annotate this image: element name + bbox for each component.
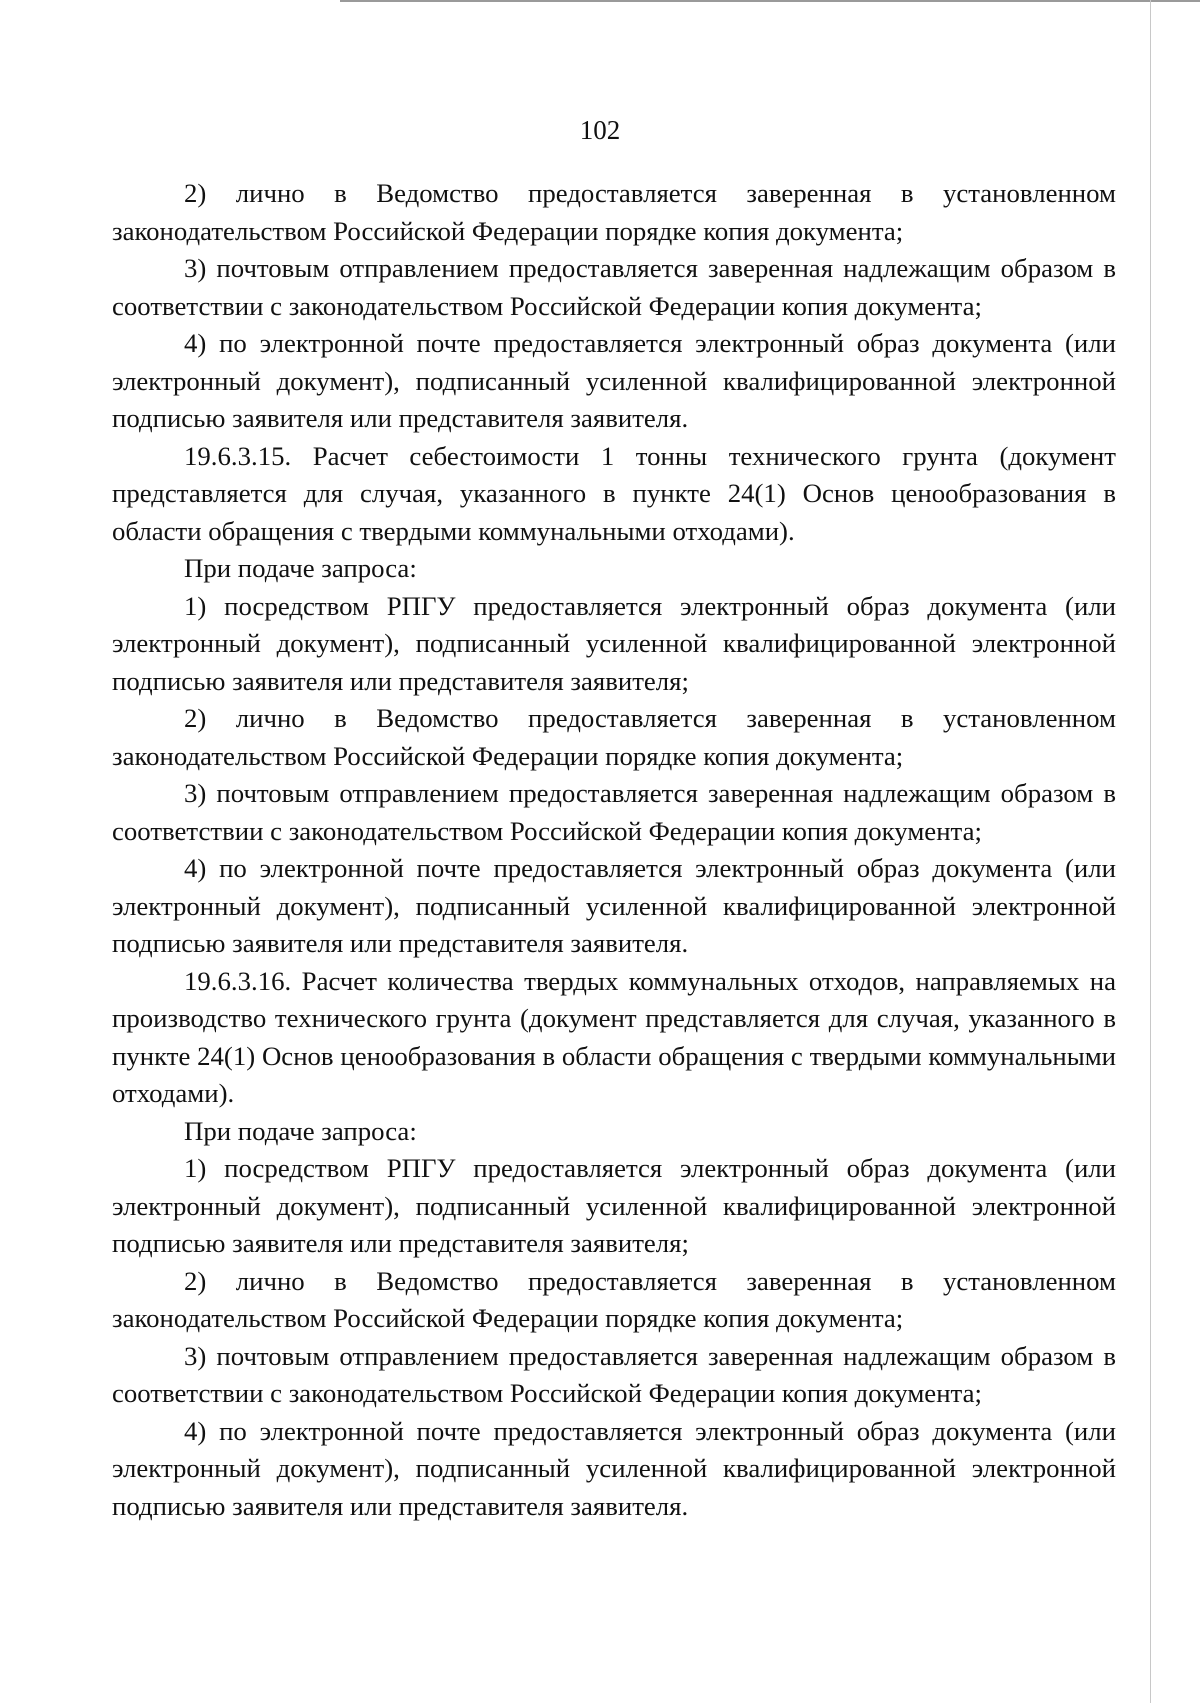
paragraph-item-1-via-rpgu: 1) посредством РПГУ предоставляется электронный образ документа (или электронный документ), подписанный усиленной квалифицированной электронной подписью заявителя или представителя заявителя; [112, 590, 1116, 696]
scan-edge-top-line [340, 0, 1200, 2]
paragraph-section-19-6-3-15: 19.6.3.15. Расчет себестоимости 1 тонны технического грунта (документ представляется для случая, указанного в пункте 24(1) Основ ценообразования в области обращения с твердыми коммунальными отходами). [112, 440, 1116, 546]
page-number: 102 [579, 115, 621, 145]
paragraph-item-3-by-mail: 3) почтовым отправлением предоставляется заверенная надлежащим образом в соответствии с законодательством Российской Федерации копия документа; [112, 1340, 1116, 1408]
paragraph-item-2-in-person: 2) лично в Ведомство предоставляется заверенная в установленном законодательством Российской Федерации порядке копия документа; [112, 178, 1116, 246]
paragraph-item-4-by-email: 4) по электронной почте предоставляется электронный образ документа (или электронный документ), подписанный усиленной квалифицированной электронной подписью заявителя или представителя заявителя. [112, 328, 1116, 433]
paragraph-item-2-in-person: 2) лично в Ведомство предоставляется заверенная в установленном законодательством Российской Федерации порядке копия документа; [112, 703, 1116, 771]
paragraph-item-3-by-mail: 3) почтовым отправлением предоставляется заверенная надлежащим образом в соответствии с законодательством Российской Федерации копия документа; [112, 778, 1116, 846]
paragraph-request-intro: При подаче запроса: [184, 1115, 417, 1146]
scan-edge-right-line [1150, 0, 1151, 1703]
paragraph-section-19-6-3-16: 19.6.3.16. Расчет количества твердых коммунальных отходов, направляемых на производство технического грунта (документ представляется для случая, указанного в пункте 24(1) Основ ценообразования в области обращения с твердыми коммунальными отходами). [112, 965, 1116, 1108]
paragraph-item-1-via-rpgu: 1) посредством РПГУ предоставляется электронный образ документа (или электронный документ), подписанный усиленной квалифицированной электронной подписью заявителя или представителя заявителя; [112, 1153, 1116, 1258]
paragraph-item-3-by-mail: 3) почтовым отправлением предоставляется заверенная надлежащим образом в соответствии с законодательством Российской Федерации копия документа; [112, 253, 1116, 321]
paragraph-request-intro: При подаче запроса: [184, 553, 417, 583]
document-body [112, 175, 1116, 1525]
paragraph-item-4-by-email: 4) по электронной почте предоставляется электронный образ документа (или электронный документ), подписанный усиленной квалифицированной электронной подписью заявителя или представителя заявителя. [112, 1415, 1116, 1521]
paragraph-item-2-in-person: 2) лично в Ведомство предоставляется заверенная в установленном законодательством Российской Федерации порядке копия документа; [112, 1265, 1116, 1333]
paragraph-item-4-by-email: 4) по электронной почте предоставляется электронный образ документа (или электронный документ), подписанный усиленной квалифицированной электронной подписью заявителя или представителя заявителя. [112, 853, 1116, 958]
